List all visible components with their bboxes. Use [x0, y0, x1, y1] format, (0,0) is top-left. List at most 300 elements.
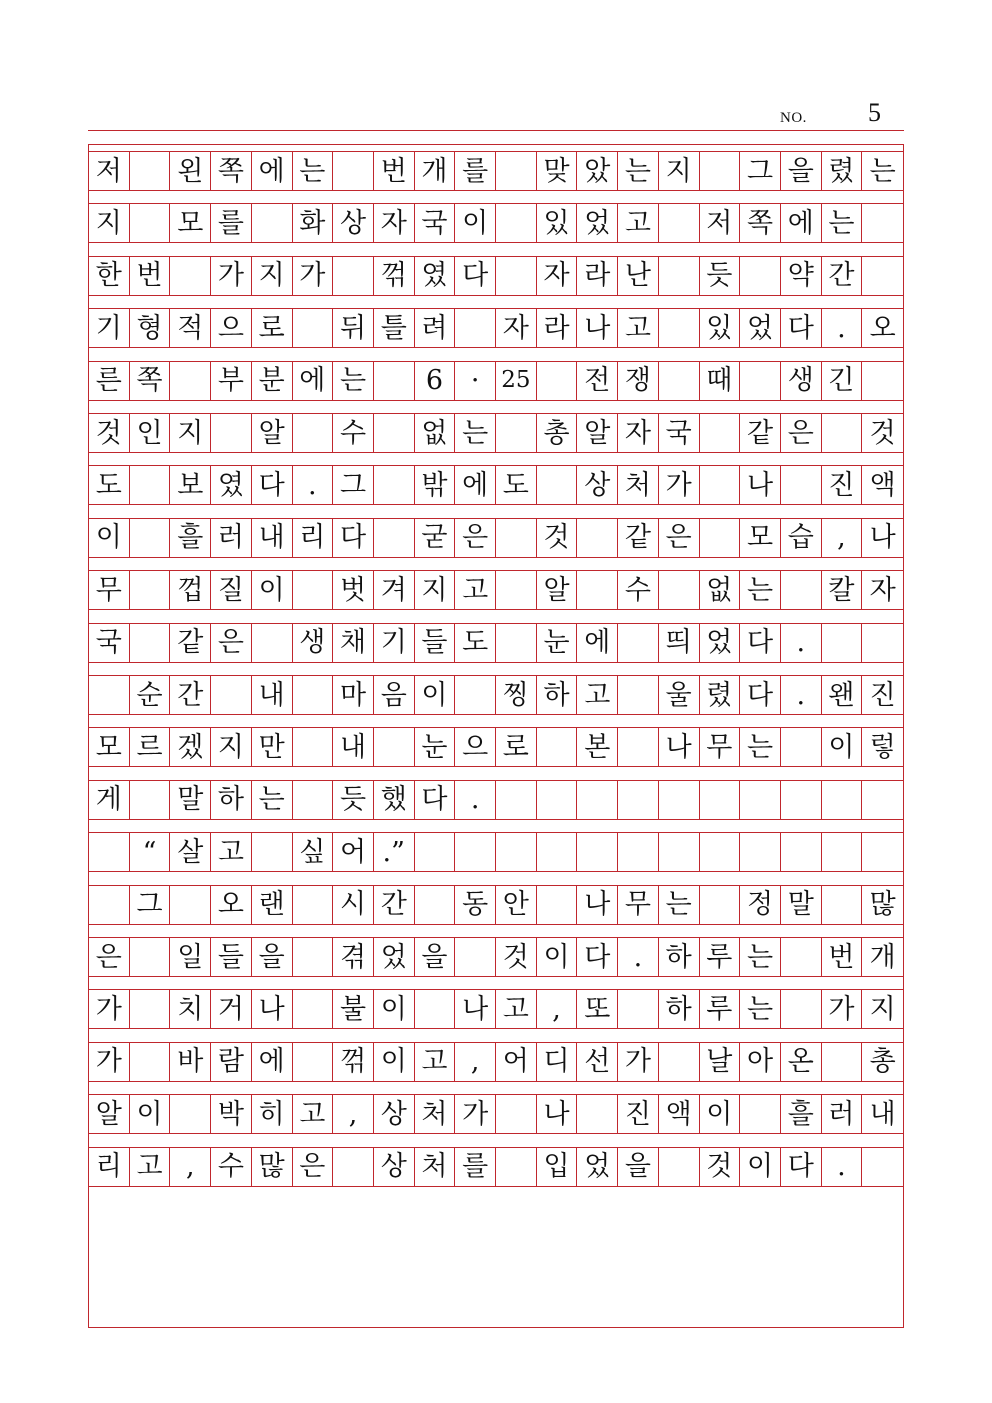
page-number: 5: [868, 98, 881, 127]
manuscript-row: [89, 937, 903, 977]
grid-cell: 나: [577, 309, 618, 347]
grid-cell: 그: [740, 152, 781, 190]
grid-cell: [618, 990, 659, 1028]
manuscript-row: [89, 727, 903, 767]
grid-cell: [496, 781, 537, 819]
grid-cell: 싶: [293, 833, 334, 871]
grid-cell: [293, 781, 334, 819]
grid-cell: 분: [252, 362, 293, 400]
grid-cell: 했: [374, 781, 415, 819]
grid-cell: 맞: [537, 152, 578, 190]
grid-cell: [781, 990, 822, 1028]
grid-cell: [700, 886, 741, 924]
grid-cell: 것: [700, 1148, 741, 1186]
grid-cell: 흘: [170, 519, 211, 557]
grid-cell: 상: [374, 1148, 415, 1186]
grid-cell: 다: [740, 624, 781, 662]
grid-cell: ,: [333, 1095, 374, 1133]
grid-cell: 기: [89, 309, 130, 347]
manuscript-row: [89, 832, 903, 872]
grid-cell: 은: [781, 414, 822, 452]
grid-cell: [211, 414, 252, 452]
grid-cell: 바: [170, 1043, 211, 1081]
grid-cell: [415, 990, 456, 1028]
grid-cell: 저: [89, 152, 130, 190]
grid-cell: 살: [170, 833, 211, 871]
grid-cell: 껍: [170, 571, 211, 609]
grid-cell: 거: [211, 990, 252, 1028]
grid-cell: 은: [89, 938, 130, 976]
grid-cell: 은: [293, 1148, 334, 1186]
grid-cell: 람: [211, 1043, 252, 1081]
grid-cell: 난: [618, 257, 659, 295]
grid-cell: 는: [740, 990, 781, 1028]
grid-cell: 알: [89, 1095, 130, 1133]
grid-cell: 하: [659, 938, 700, 976]
grid-cell: 생: [781, 362, 822, 400]
grid-cell: [700, 781, 741, 819]
grid-cell: 었: [700, 624, 741, 662]
grid-cell: 은: [455, 519, 496, 557]
grid-cell: 고: [496, 990, 537, 1028]
grid-cell: ·: [455, 362, 496, 400]
grid-cell: 없: [415, 414, 456, 452]
grid-cell: 울: [659, 676, 700, 714]
grid-cell: 를: [455, 152, 496, 190]
grid-cell: [130, 466, 171, 504]
grid-cell: [537, 728, 578, 766]
grid-cell: [374, 728, 415, 766]
grid-cell: 흘: [781, 1095, 822, 1133]
grid-cell: [577, 781, 618, 819]
grid-cell: [700, 833, 741, 871]
grid-cell: 히: [252, 1095, 293, 1133]
grid-cell: [659, 204, 700, 242]
grid-cell: 진: [822, 466, 863, 504]
grid-cell: 나: [577, 886, 618, 924]
grid-cell: 가: [211, 257, 252, 295]
grid-cell: 저: [700, 204, 741, 242]
grid-cell: 내: [252, 676, 293, 714]
grid-cell: 루: [700, 990, 741, 1028]
grid-cell: 라: [577, 257, 618, 295]
grid-cell: [293, 571, 334, 609]
grid-cell: [170, 362, 211, 400]
grid-cell: 찡: [496, 676, 537, 714]
grid-cell: 진: [618, 1095, 659, 1133]
grid-cell: 은: [659, 519, 700, 557]
grid-cell: 꺾: [374, 257, 415, 295]
grid-cell: [537, 781, 578, 819]
grid-cell: 이: [374, 1043, 415, 1081]
grid-cell: 들: [211, 938, 252, 976]
grid-cell: 었: [577, 204, 618, 242]
grid-cell: 고: [577, 676, 618, 714]
grid-cell: 치: [170, 990, 211, 1028]
grid-cell: 지: [170, 414, 211, 452]
grid-cell: [659, 571, 700, 609]
grid-cell: [659, 1043, 700, 1081]
grid-cell: 루: [700, 938, 741, 976]
grid-cell: [700, 152, 741, 190]
grid-cell: 에: [293, 362, 334, 400]
grid-cell: [130, 571, 171, 609]
grid-cell: 간: [822, 257, 863, 295]
grid-cell: [374, 466, 415, 504]
grid-cell: [293, 886, 334, 924]
grid-cell: 모: [170, 204, 211, 242]
grid-cell: [781, 781, 822, 819]
grid-cell: 벗: [333, 571, 374, 609]
grid-cell: 6: [415, 362, 456, 400]
grid-cell: 어: [333, 833, 374, 871]
grid-cell: 지: [415, 571, 456, 609]
grid-cell: 눈: [415, 728, 456, 766]
grid-cell: [293, 728, 334, 766]
grid-cell: [374, 362, 415, 400]
grid-cell: 긴: [822, 362, 863, 400]
grid-cell: 불: [333, 990, 374, 1028]
grid-cell: 자: [496, 309, 537, 347]
manuscript-row: [89, 518, 903, 558]
grid-cell: 는: [618, 152, 659, 190]
grid-cell: [659, 1148, 700, 1186]
grid-cell: 같: [618, 519, 659, 557]
grid-cell: 국: [659, 414, 700, 452]
grid-cell: 입: [537, 1148, 578, 1186]
grid-cell: 고: [211, 833, 252, 871]
grid-cell: 수: [211, 1148, 252, 1186]
grid-cell: [618, 781, 659, 819]
grid-cell: 알: [537, 571, 578, 609]
grid-cell: 에: [781, 204, 822, 242]
grid-cell: 을: [252, 938, 293, 976]
grid-cell: 내: [333, 728, 374, 766]
grid-cell: 듯: [700, 257, 741, 295]
grid-cell: 을: [415, 938, 456, 976]
grid-cell: 때: [700, 362, 741, 400]
grid-cell: 가: [822, 990, 863, 1028]
grid-cell: 리: [89, 1148, 130, 1186]
grid-cell: 다: [740, 676, 781, 714]
grid-cell: .: [618, 938, 659, 976]
grid-cell: 었: [740, 309, 781, 347]
grid-cell: 는: [455, 414, 496, 452]
grid-cell: 렸: [822, 152, 863, 190]
grid-cell: [130, 1043, 171, 1081]
grid-cell: .: [455, 781, 496, 819]
grid-cell: [130, 624, 171, 662]
grid-cell: [822, 886, 863, 924]
grid-cell: [740, 781, 781, 819]
grid-cell: [455, 938, 496, 976]
grid-cell: 었: [577, 1148, 618, 1186]
grid-cell: 밖: [415, 466, 456, 504]
grid-cell: 였: [415, 257, 456, 295]
grid-cell: 었: [374, 938, 415, 976]
grid-cell: 굳: [415, 519, 456, 557]
grid-cell: 나: [537, 1095, 578, 1133]
grid-cell: 전: [577, 362, 618, 400]
grid-cell: [293, 309, 334, 347]
grid-cell: 가: [618, 1043, 659, 1081]
number-label: NO.: [780, 110, 807, 126]
grid-cell: 꺾: [333, 1043, 374, 1081]
grid-cell: 오: [211, 886, 252, 924]
grid-cell: .: [293, 466, 334, 504]
manuscript-row: [89, 1147, 903, 1187]
manuscript-row: [89, 780, 903, 820]
grid-cell: 오: [869, 312, 896, 344]
grid-cell: 는: [869, 155, 896, 187]
grid-cell: [455, 309, 496, 347]
grid-cell: 말: [781, 886, 822, 924]
grid-cell: 쪽: [740, 204, 781, 242]
grid-cell: 렇: [869, 731, 896, 763]
grid-cell: 으: [211, 309, 252, 347]
grid-cell: 를: [455, 1148, 496, 1186]
manuscript-row: [89, 1094, 903, 1134]
grid-cell: 채: [333, 624, 374, 662]
grid-cell: 는: [740, 571, 781, 609]
grid-cell: 나: [252, 990, 293, 1028]
grid-cell: [822, 1043, 863, 1081]
grid-cell: 이: [130, 1095, 171, 1133]
grid-cell: 가: [89, 990, 130, 1028]
grid-cell: [659, 257, 700, 295]
grid-cell: 처: [415, 1148, 456, 1186]
grid-cell: 고: [618, 204, 659, 242]
grid-cell: 지: [89, 204, 130, 242]
grid-cell: [862, 781, 903, 819]
grid-cell: 화: [293, 204, 334, 242]
grid-cell: 알: [252, 414, 293, 452]
grid-cell: [740, 1095, 781, 1133]
grid-cell: [740, 833, 781, 871]
grid-cell: 있: [537, 204, 578, 242]
grid-cell: 선: [577, 1043, 618, 1081]
grid-cell: [822, 624, 863, 662]
grid-cell: [862, 362, 903, 400]
grid-cell: [496, 204, 537, 242]
grid-cell: [496, 571, 537, 609]
grid-cell: [293, 938, 334, 976]
grid-cell: 국: [89, 624, 130, 662]
grid-cell: 보: [170, 466, 211, 504]
grid-cell: 액: [869, 469, 896, 501]
grid-cell: 것: [496, 938, 537, 976]
grid-cell: [89, 833, 130, 871]
grid-cell: [618, 676, 659, 714]
grid-cell: 또: [577, 990, 618, 1028]
grid-cell: [862, 1148, 903, 1186]
grid-cell: [293, 414, 334, 452]
grid-cell: [577, 1095, 618, 1133]
grid-cell: [252, 204, 293, 242]
grid-cell: 아: [740, 1043, 781, 1081]
grid-cell: [618, 728, 659, 766]
grid-cell: 진: [869, 679, 896, 711]
grid-cell: .: [781, 676, 822, 714]
grid-cell: 가: [455, 1095, 496, 1133]
grid-cell: [415, 886, 456, 924]
grid-cell: [659, 309, 700, 347]
grid-cell: [700, 466, 741, 504]
grid-cell: 띄: [659, 624, 700, 662]
grid-cell: 지: [252, 257, 293, 295]
grid-cell: 들: [415, 624, 456, 662]
grid-cell: [496, 519, 537, 557]
grid-cell: 하: [537, 676, 578, 714]
grid-cell: .”: [374, 833, 415, 871]
grid-cell: [659, 781, 700, 819]
grid-cell: 았: [577, 152, 618, 190]
grid-cell: 가: [659, 466, 700, 504]
manuscript-row: [89, 361, 903, 401]
grid-cell: 이: [700, 1095, 741, 1133]
grid-cell: ,: [537, 990, 578, 1028]
grid-cell: ,: [822, 519, 863, 557]
manuscript-row: [89, 151, 903, 191]
grid-cell: 상: [577, 466, 618, 504]
grid-cell: 디: [537, 1043, 578, 1081]
grid-cell: 같: [740, 414, 781, 452]
grid-cell: [781, 571, 822, 609]
grid-cell: 겠: [170, 728, 211, 766]
grid-cell: [822, 781, 863, 819]
grid-cell: 그: [333, 466, 374, 504]
grid-cell: [496, 257, 537, 295]
grid-cell: [781, 938, 822, 976]
header-rule: [88, 130, 904, 131]
grid-cell: 는: [822, 204, 863, 242]
grid-cell: 이: [252, 571, 293, 609]
grid-cell: 이: [374, 990, 415, 1028]
grid-cell: 처: [415, 1095, 456, 1133]
grid-cell: 랜: [252, 886, 293, 924]
grid-cell: [130, 152, 171, 190]
grid-cell: 개: [415, 152, 456, 190]
grid-cell: 른: [89, 362, 130, 400]
grid-cell: 음: [374, 676, 415, 714]
grid-cell: “: [130, 833, 171, 871]
grid-cell: 것: [869, 417, 896, 449]
manuscript-row: [89, 203, 903, 243]
grid-cell: [496, 833, 537, 871]
grid-cell: [496, 1095, 537, 1133]
grid-cell: [618, 833, 659, 871]
grid-cell: 무: [618, 886, 659, 924]
grid-cell: [537, 466, 578, 504]
grid-cell: 도: [455, 624, 496, 662]
grid-cell: 이: [537, 938, 578, 976]
grid-cell: [130, 519, 171, 557]
grid-cell: 순: [130, 676, 171, 714]
grid-cell: 없: [700, 571, 741, 609]
grid-cell: 많: [869, 889, 896, 921]
grid-cell: 만: [252, 728, 293, 766]
grid-cell: 려: [415, 309, 456, 347]
grid-cell: 틀: [374, 309, 415, 347]
grid-cell: [537, 833, 578, 871]
grid-cell: [618, 624, 659, 662]
grid-cell: .: [781, 624, 822, 662]
grid-cell: 일: [170, 938, 211, 976]
grid-cell: 것: [537, 519, 578, 557]
grid-cell: 안: [496, 886, 537, 924]
grid-cell: 총: [537, 414, 578, 452]
grid-cell: 수: [618, 571, 659, 609]
grid-cell: 온: [781, 1043, 822, 1081]
grid-cell: 알: [577, 414, 618, 452]
grid-cell: 도: [89, 466, 130, 504]
grid-cell: 모: [89, 728, 130, 766]
grid-cell: 동: [455, 886, 496, 924]
grid-cell: [700, 519, 741, 557]
grid-cell: [577, 571, 618, 609]
grid-cell: [415, 833, 456, 871]
grid-cell: 적: [170, 309, 211, 347]
grid-cell: [130, 938, 171, 976]
grid-cell: 다: [252, 466, 293, 504]
grid-cell: 국: [415, 204, 456, 242]
grid-cell: 쪽: [211, 152, 252, 190]
grid-cell: 시: [333, 886, 374, 924]
grid-cell: 를: [211, 204, 252, 242]
grid-cell: 러: [211, 519, 252, 557]
grid-cell: [333, 257, 374, 295]
grid-cell: 한: [89, 257, 130, 295]
grid-cell: 상: [374, 1095, 415, 1133]
grid-cell: [293, 990, 334, 1028]
grid-cell: 이: [415, 676, 456, 714]
grid-cell: 렸: [700, 676, 741, 714]
grid-cell: 에: [577, 624, 618, 662]
grid-cell: 본: [577, 728, 618, 766]
grid-cell: 왼: [170, 152, 211, 190]
grid-cell: 였: [211, 466, 252, 504]
grid-cell: 내: [869, 1098, 896, 1130]
grid-cell: 그: [130, 886, 171, 924]
manuscript-row: [89, 465, 903, 505]
grid-cell: [781, 728, 822, 766]
grid-cell: 있: [700, 309, 741, 347]
page-header: [88, 96, 904, 132]
grid-cell: 는: [740, 938, 781, 976]
grid-cell: 자: [537, 257, 578, 295]
grid-cell: [862, 833, 903, 871]
grid-cell: 로: [252, 309, 293, 347]
grid-cell: 고: [618, 309, 659, 347]
grid-cell: 것: [89, 414, 130, 452]
grid-cell: [781, 833, 822, 871]
grid-cell: 총: [869, 1046, 896, 1078]
grid-cell: 는: [293, 152, 334, 190]
grid-cell: [740, 362, 781, 400]
grid-cell: 부: [211, 362, 252, 400]
grid-cell: [496, 152, 537, 190]
grid-cell: [700, 414, 741, 452]
grid-cell: 듯: [333, 781, 374, 819]
grid-cell: 르: [130, 728, 171, 766]
grid-cell: [822, 833, 863, 871]
grid-cell: 번: [374, 152, 415, 190]
grid-cell: 러: [822, 1095, 863, 1133]
grid-cell: [455, 833, 496, 871]
grid-cell: 기: [374, 624, 415, 662]
grid-cell: [252, 624, 293, 662]
grid-cell: [252, 833, 293, 871]
